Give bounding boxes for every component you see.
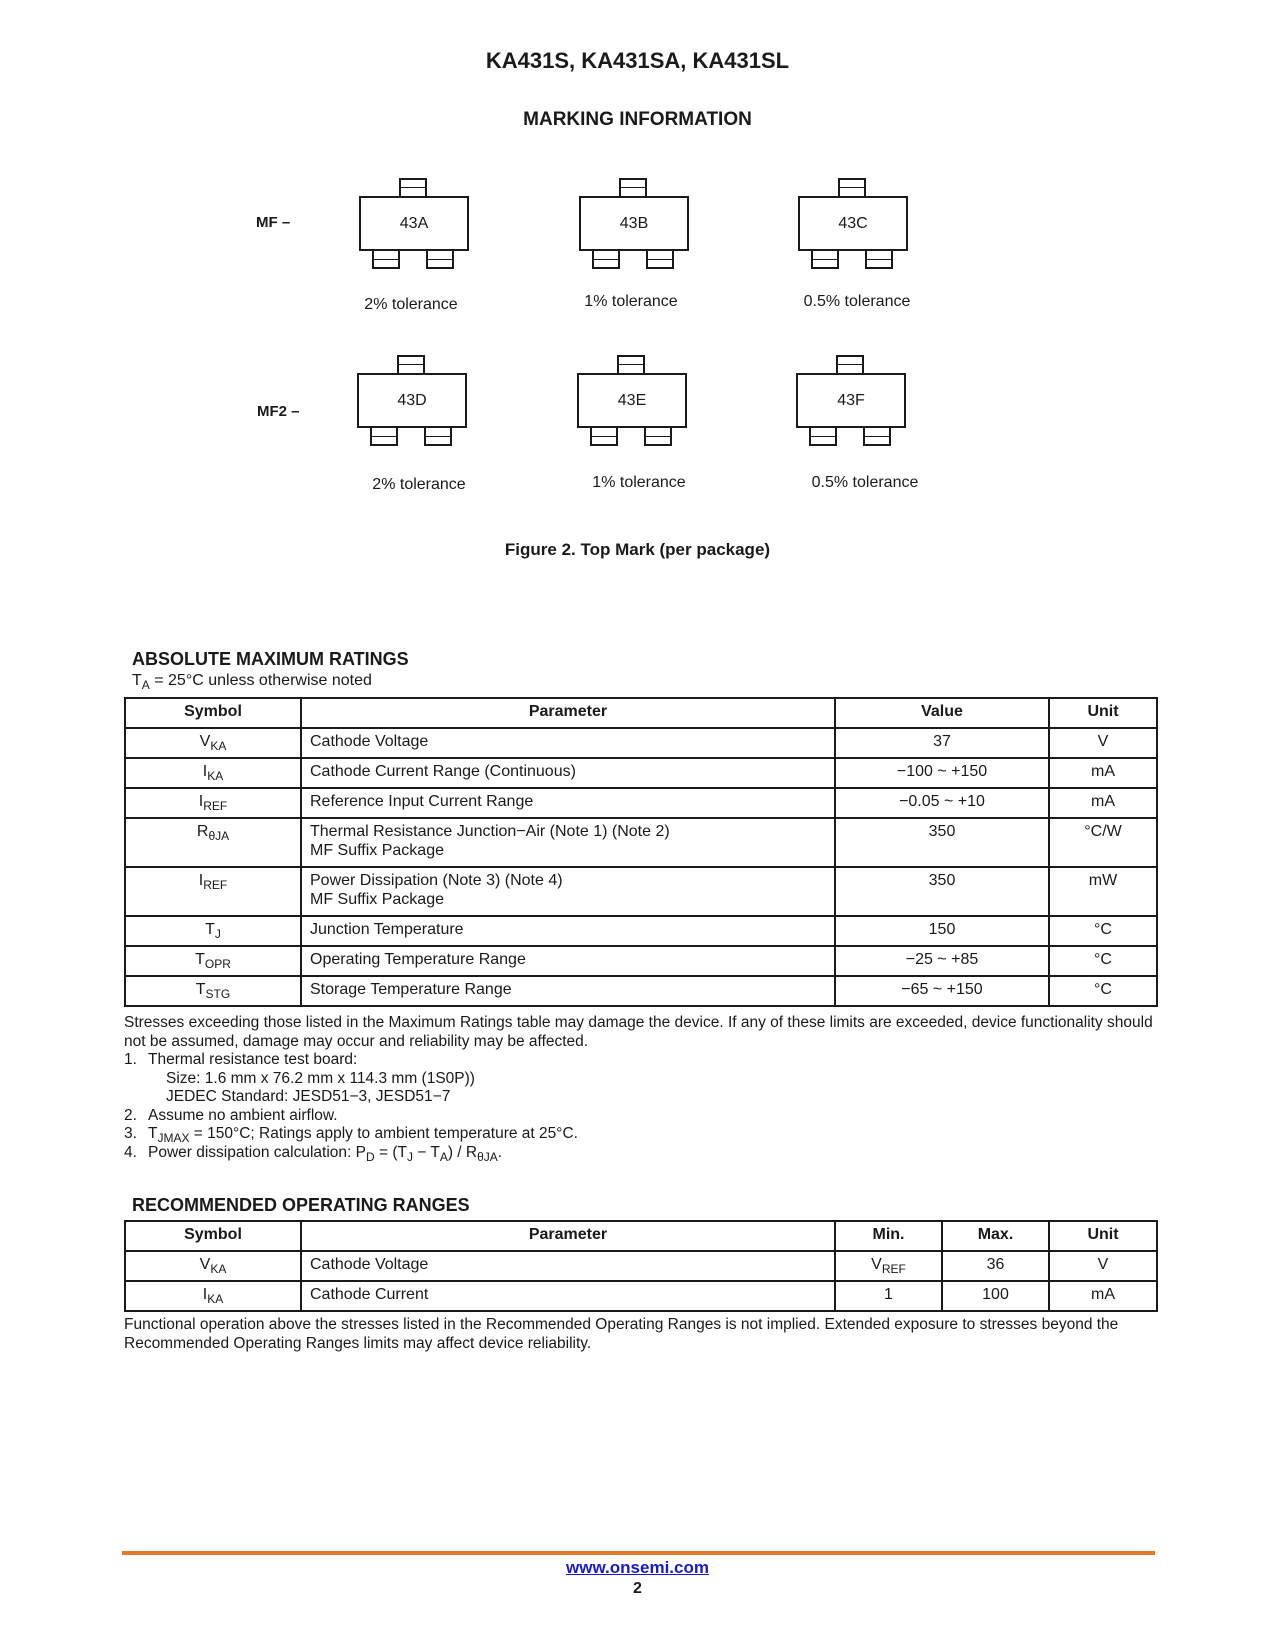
- parameter-cell: Cathode Voltage: [301, 728, 835, 758]
- symbol-cell: $I_{REF}$: [125, 867, 301, 916]
- amr-notes: [124, 1014, 1158, 1162]
- marking-info-title: MARKING INFORMATION: [523, 109, 752, 130]
- value-cell: 350: [835, 818, 1049, 867]
- col-header-symbol: Symbol: [125, 1221, 301, 1251]
- col-header-symbol: Symbol: [125, 698, 301, 728]
- min-cell: 1: [835, 1281, 942, 1311]
- value-cell: 350: [835, 867, 1049, 916]
- amr-condition: $T_A = 25^\circ C$ unless otherwise noted: [132, 672, 372, 692]
- package-lead: [644, 426, 672, 446]
- package-mark: 43C: [798, 196, 908, 251]
- symbol-cell: $I_{REF}$: [125, 788, 301, 818]
- package-lead: [424, 426, 452, 446]
- figure-caption: Figure 2. Top Mark (per package): [504, 540, 771, 559]
- col-header-min: Min.: [835, 1221, 942, 1251]
- table-header-row: [125, 698, 1157, 728]
- table-row: [125, 758, 1157, 788]
- package-mark: 43A: [359, 196, 469, 251]
- value-cell: 150: [835, 916, 1049, 946]
- unit-cell: °C: [1049, 976, 1157, 1006]
- document-title: KA431S, KA431SA, KA431SL: [485, 48, 790, 73]
- unit-cell: V: [1049, 1251, 1157, 1281]
- col-header-unit: Unit: [1049, 1221, 1157, 1251]
- package-tab: [397, 355, 425, 375]
- unit-cell: mA: [1049, 1281, 1157, 1311]
- tolerance-label: 1% tolerance: [584, 293, 678, 310]
- package-43d: [354, 355, 474, 457]
- package-lead: [592, 249, 620, 269]
- note-3: 3. $T_{JMAX} = 150^\circ C$; Ratings apply to ambient temperature at 25°C.: [124, 1125, 578, 1145]
- tolerance-label: 0.5% tolerance: [803, 293, 911, 310]
- symbol-cell: $T_{OPR}$: [125, 946, 301, 976]
- note-1-detail: Size: 1.6 mm x 76.2 mm x 114.3 mm (1S0P)): [166, 1069, 475, 1087]
- max-cell: 36: [942, 1251, 1049, 1281]
- stress-note: Stresses exceeding those listed in the Maximum Ratings table may damage the device. If any of these limits are exceeded, device functionality should not be assumed, damage may occur and reliability may be affected.: [124, 1014, 1153, 1050]
- package-lead: [590, 426, 618, 446]
- mf-row-label: MF –: [256, 214, 291, 231]
- value-cell: −25 ~ +85: [835, 946, 1049, 976]
- parameter-cell: Reference Input Current Range: [301, 788, 835, 818]
- note-4: 4. Power dissipation calculation: $P_D = (T_J - T_A) / R_{\theta JA}$.: [124, 1143, 503, 1164]
- package-43e: [574, 355, 694, 457]
- package-lead: [372, 249, 400, 269]
- unit-cell: °C: [1049, 946, 1157, 976]
- table-row: [125, 946, 1157, 976]
- unit-cell: mA: [1049, 788, 1157, 818]
- col-header-parameter: Parameter: [301, 1221, 835, 1251]
- package-mark: 43E: [577, 373, 687, 428]
- note-1: 1. Thermal resistance test board:: [124, 1051, 358, 1068]
- symbol-cell: $V_{KA}$: [125, 1251, 301, 1281]
- footer-website-link[interactable]: www.onsemi.com: [566, 1558, 709, 1577]
- table-row: [125, 867, 1157, 916]
- amr-table: [124, 697, 1158, 1007]
- note-1-detail: JEDEC Standard: JESD51−3, JESD51−7: [166, 1088, 451, 1105]
- table-row: [125, 916, 1157, 946]
- unit-cell: °C/W: [1049, 818, 1157, 867]
- unit-cell: mW: [1049, 867, 1157, 916]
- package-43a: [356, 178, 476, 280]
- package-lead: [811, 249, 839, 269]
- symbol-cell: $T_{STG}$: [125, 976, 301, 1006]
- package-tab: [617, 355, 645, 375]
- parameter-cell: Power Dissipation (Note 3) (Note 4) MF Suffix Package: [301, 867, 835, 916]
- package-lead: [809, 426, 837, 446]
- parameter-cell: Storage Temperature Range: [301, 976, 835, 1006]
- min-cell: $V_{REF}$: [835, 1251, 942, 1281]
- value-cell: 37: [835, 728, 1049, 758]
- package-tab: [838, 178, 866, 198]
- ror-title: RECOMMENDED OPERATING RANGES: [132, 1195, 470, 1215]
- table-row: [125, 1251, 1157, 1281]
- tolerance-label: 0.5% tolerance: [811, 474, 919, 491]
- mf2-row-label: MF2 –: [257, 403, 300, 420]
- tolerance-label: 1% tolerance: [592, 474, 686, 491]
- tolerance-label: 2% tolerance: [364, 296, 458, 313]
- value-cell: −0.05 ~ +10: [835, 788, 1049, 818]
- tolerance-label: 2% tolerance: [372, 476, 466, 493]
- table-row: [125, 1281, 1157, 1311]
- table-header-row: [125, 1221, 1157, 1251]
- parameter-cell: Cathode Voltage: [301, 1251, 835, 1281]
- package-43f: [793, 355, 913, 457]
- package-lead: [863, 426, 891, 446]
- table-row: [125, 728, 1157, 758]
- col-header-value: Value: [835, 698, 1049, 728]
- table-row: [125, 788, 1157, 818]
- package-43c: [795, 178, 915, 280]
- unit-cell: mA: [1049, 758, 1157, 788]
- value-cell: −100 ~ +150: [835, 758, 1049, 788]
- parameter-cell: Junction Temperature: [301, 916, 835, 946]
- unit-cell: °C: [1049, 916, 1157, 946]
- symbol-cell: $T_J$: [125, 916, 301, 946]
- ror-table: [124, 1220, 1158, 1312]
- parameter-cell: Cathode Current: [301, 1281, 835, 1311]
- page-number: 2: [633, 1580, 642, 1597]
- table-row: [125, 976, 1157, 1006]
- package-lead: [865, 249, 893, 269]
- symbol-cell: $I_{KA}$: [125, 1281, 301, 1311]
- note-2: 2. Assume no ambient airflow.: [124, 1106, 338, 1124]
- value-cell: −65 ~ +150: [835, 976, 1049, 1006]
- package-lead: [370, 426, 398, 446]
- package-tab: [399, 178, 427, 198]
- package-tab: [619, 178, 647, 198]
- package-tab: [836, 355, 864, 375]
- symbol-cell: $R_{\theta JA}$: [125, 818, 301, 867]
- max-cell: 100: [942, 1281, 1049, 1311]
- package-43b: [576, 178, 696, 280]
- package-lead: [646, 249, 674, 269]
- package-mark: 43B: [579, 196, 689, 251]
- amr-title: ABSOLUTE MAXIMUM RATINGS: [132, 649, 409, 669]
- symbol-cell: $I_{KA}$: [125, 758, 301, 788]
- parameter-cell: Operating Temperature Range: [301, 946, 835, 976]
- table-row: [125, 818, 1157, 867]
- package-lead: [426, 249, 454, 269]
- col-header-max: Max.: [942, 1221, 1049, 1251]
- parameter-cell: Cathode Current Range (Continuous): [301, 758, 835, 788]
- symbol-cell: $V_{KA}$: [125, 728, 301, 758]
- ror-note: Functional operation above the stresses listed in the Recommended Operating Ranges is not implied. Extended exposure to stresses beyond the Recommended Operating Ranges limits may affect device reliability.: [124, 1316, 1119, 1352]
- footer-divider: [122, 1551, 1155, 1555]
- package-mark: 43F: [796, 373, 906, 428]
- col-header-parameter: Parameter: [301, 698, 835, 728]
- col-header-unit: Unit: [1049, 698, 1157, 728]
- package-mark: 43D: [357, 373, 467, 428]
- unit-cell: V: [1049, 728, 1157, 758]
- parameter-cell: Thermal Resistance Junction−Air (Note 1) (Note 2) MF Suffix Package: [301, 818, 835, 867]
